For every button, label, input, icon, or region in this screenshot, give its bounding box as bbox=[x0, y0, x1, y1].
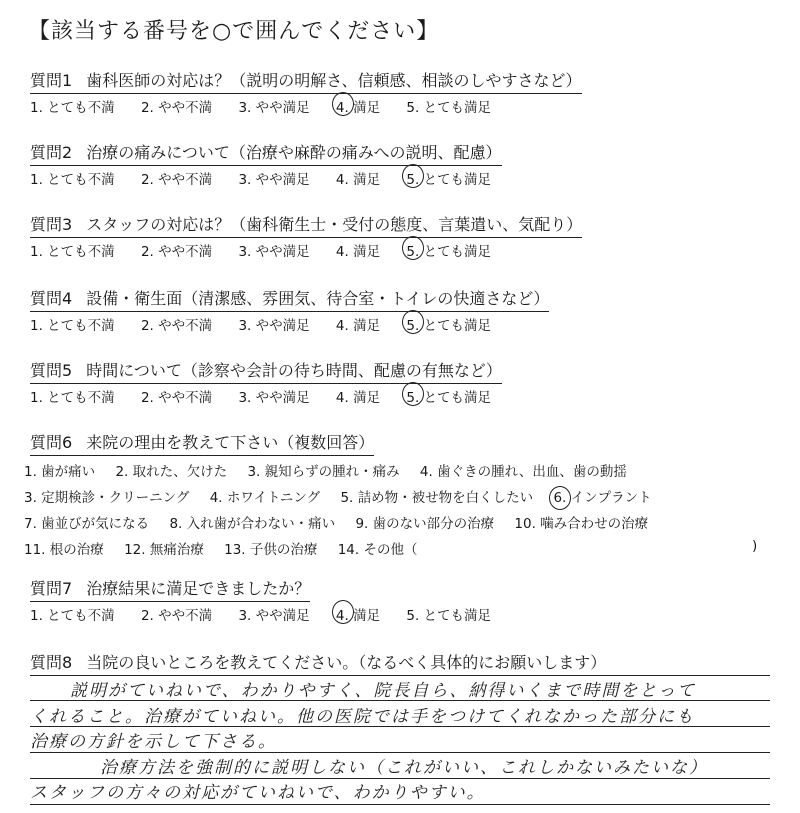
question-6-title bbox=[30, 430, 374, 456]
option-selected[interactable]: 5. とても満足 bbox=[406, 386, 491, 406]
question-number: 質問1 bbox=[30, 71, 73, 90]
question-number: 質問6 bbox=[30, 433, 73, 452]
question-2-title bbox=[30, 140, 502, 166]
option[interactable]: 1. とても不満 bbox=[30, 100, 115, 116]
question-number: 質問2 bbox=[30, 143, 73, 162]
question-text: 当院の良いところを教えてください。（なるべく具体的にお願いします） bbox=[86, 653, 607, 672]
question-1-title bbox=[30, 68, 582, 94]
option[interactable]: 1. とても不満 bbox=[30, 244, 115, 260]
question-3-options bbox=[30, 240, 513, 260]
question-6-row-3 bbox=[24, 512, 664, 532]
option-selected[interactable]: 4. 満足 bbox=[336, 604, 380, 624]
option-selected[interactable]: 5. とても満足 bbox=[406, 314, 491, 334]
question-4-title bbox=[30, 286, 549, 312]
question-6-row-2 bbox=[24, 486, 668, 506]
option[interactable]: 3. やや満足 bbox=[238, 100, 310, 116]
handwritten-line: 治療の方針を示して下さる。 bbox=[30, 732, 277, 752]
question-text: 治療の痛みについて（治療や麻酔の痛みへの説明、配慮） bbox=[86, 143, 502, 162]
option[interactable]: 4. 満足 bbox=[335, 390, 381, 406]
question-5-options bbox=[30, 386, 513, 406]
option[interactable]: 2. やや不満 bbox=[140, 100, 213, 116]
option[interactable]: 5. とても満足 bbox=[406, 100, 492, 116]
option[interactable]: 1. とても不満 bbox=[30, 608, 115, 624]
option[interactable]: 7. 歯並びが気になる bbox=[24, 516, 150, 532]
option[interactable]: 3. 親知らずの腫れ・痛み bbox=[247, 464, 400, 480]
page-heading: 【該当する番号を○で囲んでください】 bbox=[28, 19, 440, 44]
option[interactable]: 13. 子供の治療 bbox=[224, 542, 318, 558]
question-8-title bbox=[30, 650, 606, 675]
question-text: 歯科医師の対応は？（説明の明解さ、信頼感、相談のしやすさなど） bbox=[86, 71, 582, 90]
option[interactable]: 2. 取れた、欠けた bbox=[115, 464, 228, 480]
question-text: 設備・衛生面（清潔感、雰囲気、待合室・トイレの快適さなど） bbox=[86, 289, 550, 308]
option[interactable]: 3. やや満足 bbox=[238, 244, 310, 260]
option[interactable]: 4. ホワイトニング bbox=[209, 490, 321, 506]
question-text: 来院の理由を教えて下さい（複数回答） bbox=[86, 433, 375, 452]
option[interactable]: 1. とても不満 bbox=[30, 172, 115, 188]
handwritten-answer bbox=[30, 674, 770, 804]
question-1-options bbox=[30, 96, 513, 116]
option[interactable]: 12. 無痛治療 bbox=[124, 542, 204, 558]
option[interactable]: 4. 歯ぐきの腫れ、出血、歯の動揺 bbox=[419, 464, 627, 480]
option-selected[interactable]: 6. インプラント bbox=[553, 490, 652, 506]
option[interactable]: 3. やや満足 bbox=[238, 172, 310, 188]
option[interactable]: 5. とても満足 bbox=[406, 608, 492, 624]
option[interactable]: 10. 噛み合わせの治療 bbox=[514, 516, 649, 532]
question-3-title bbox=[30, 212, 582, 238]
option[interactable]: 9. 歯のない部分の治療 bbox=[355, 516, 495, 532]
option[interactable]: 3. 定期検診・クリーニング bbox=[24, 490, 190, 506]
answer-rule bbox=[30, 804, 770, 805]
option[interactable]: 2. やや不満 bbox=[140, 608, 213, 624]
option[interactable]: 8. 入れ歯が合わない・痛い bbox=[169, 516, 336, 532]
question-6-row-1 bbox=[24, 460, 643, 480]
option[interactable]: 2. やや不満 bbox=[140, 172, 213, 188]
question-text: 治療結果に満足できましたか？ bbox=[86, 579, 311, 598]
option[interactable]: 1. とても不満 bbox=[30, 390, 115, 406]
option[interactable]: 11. 根の治療 bbox=[24, 542, 104, 558]
question-text: 時間について（診察や会計の待ち時間、配慮の有無など） bbox=[86, 361, 502, 380]
question-number: 質問3 bbox=[30, 215, 73, 234]
question-number: 質問4 bbox=[30, 289, 73, 308]
option[interactable]: 5. 詰め物・被せ物を白くしたい bbox=[340, 490, 534, 506]
question-7-options bbox=[30, 604, 513, 624]
option[interactable]: 2. やや不満 bbox=[140, 390, 213, 406]
handwritten-line: 説明がていねいで、わかりやすく、院長自ら、納得いくまで時間をとって bbox=[70, 681, 696, 701]
handwritten-line: くれること。治療がていねい。他の医院では手をつけてくれなかった部分にも bbox=[30, 707, 695, 727]
option[interactable]: 2. やや不満 bbox=[140, 244, 213, 260]
handwritten-line: スタッフの方々の対応がていねいで、わかりやすい。 bbox=[30, 783, 486, 803]
question-number: 質問7 bbox=[30, 579, 73, 598]
option[interactable]: 3. やや満足 bbox=[238, 390, 310, 406]
question-7-title bbox=[30, 576, 310, 602]
question-4-options bbox=[30, 314, 513, 334]
other-close-paren: ) bbox=[752, 538, 758, 554]
option[interactable]: 3. やや満足 bbox=[238, 318, 310, 334]
question-text: スタッフの対応は？（歯科衛生士・受付の態度、言葉遣い、気配り） bbox=[86, 215, 583, 234]
option-selected[interactable]: 4. 満足 bbox=[336, 96, 380, 116]
question-number: 質問8 bbox=[30, 653, 73, 672]
question-5-title bbox=[30, 358, 502, 384]
option[interactable]: 2. やや不満 bbox=[140, 318, 213, 334]
option[interactable]: 1. 歯が痛い bbox=[24, 464, 96, 480]
option-selected[interactable]: 5. とても満足 bbox=[406, 240, 491, 260]
handwritten-line: 治療方法を強制的に説明しない（これがいい、これしかないみたいな） bbox=[100, 758, 708, 778]
option[interactable]: 4. 満足 bbox=[335, 318, 381, 334]
option[interactable]: 4. 満足 bbox=[335, 244, 381, 260]
question-number: 質問5 bbox=[30, 361, 73, 380]
question-2-options bbox=[30, 168, 513, 188]
option[interactable]: 14. その他（ bbox=[337, 542, 418, 558]
option[interactable]: 4. 満足 bbox=[335, 172, 381, 188]
option-selected[interactable]: 5. とても満足 bbox=[406, 168, 491, 188]
question-6-row-4 bbox=[24, 538, 433, 558]
option[interactable]: 3. やや満足 bbox=[238, 608, 310, 624]
option[interactable]: 1. とても不満 bbox=[30, 318, 115, 334]
